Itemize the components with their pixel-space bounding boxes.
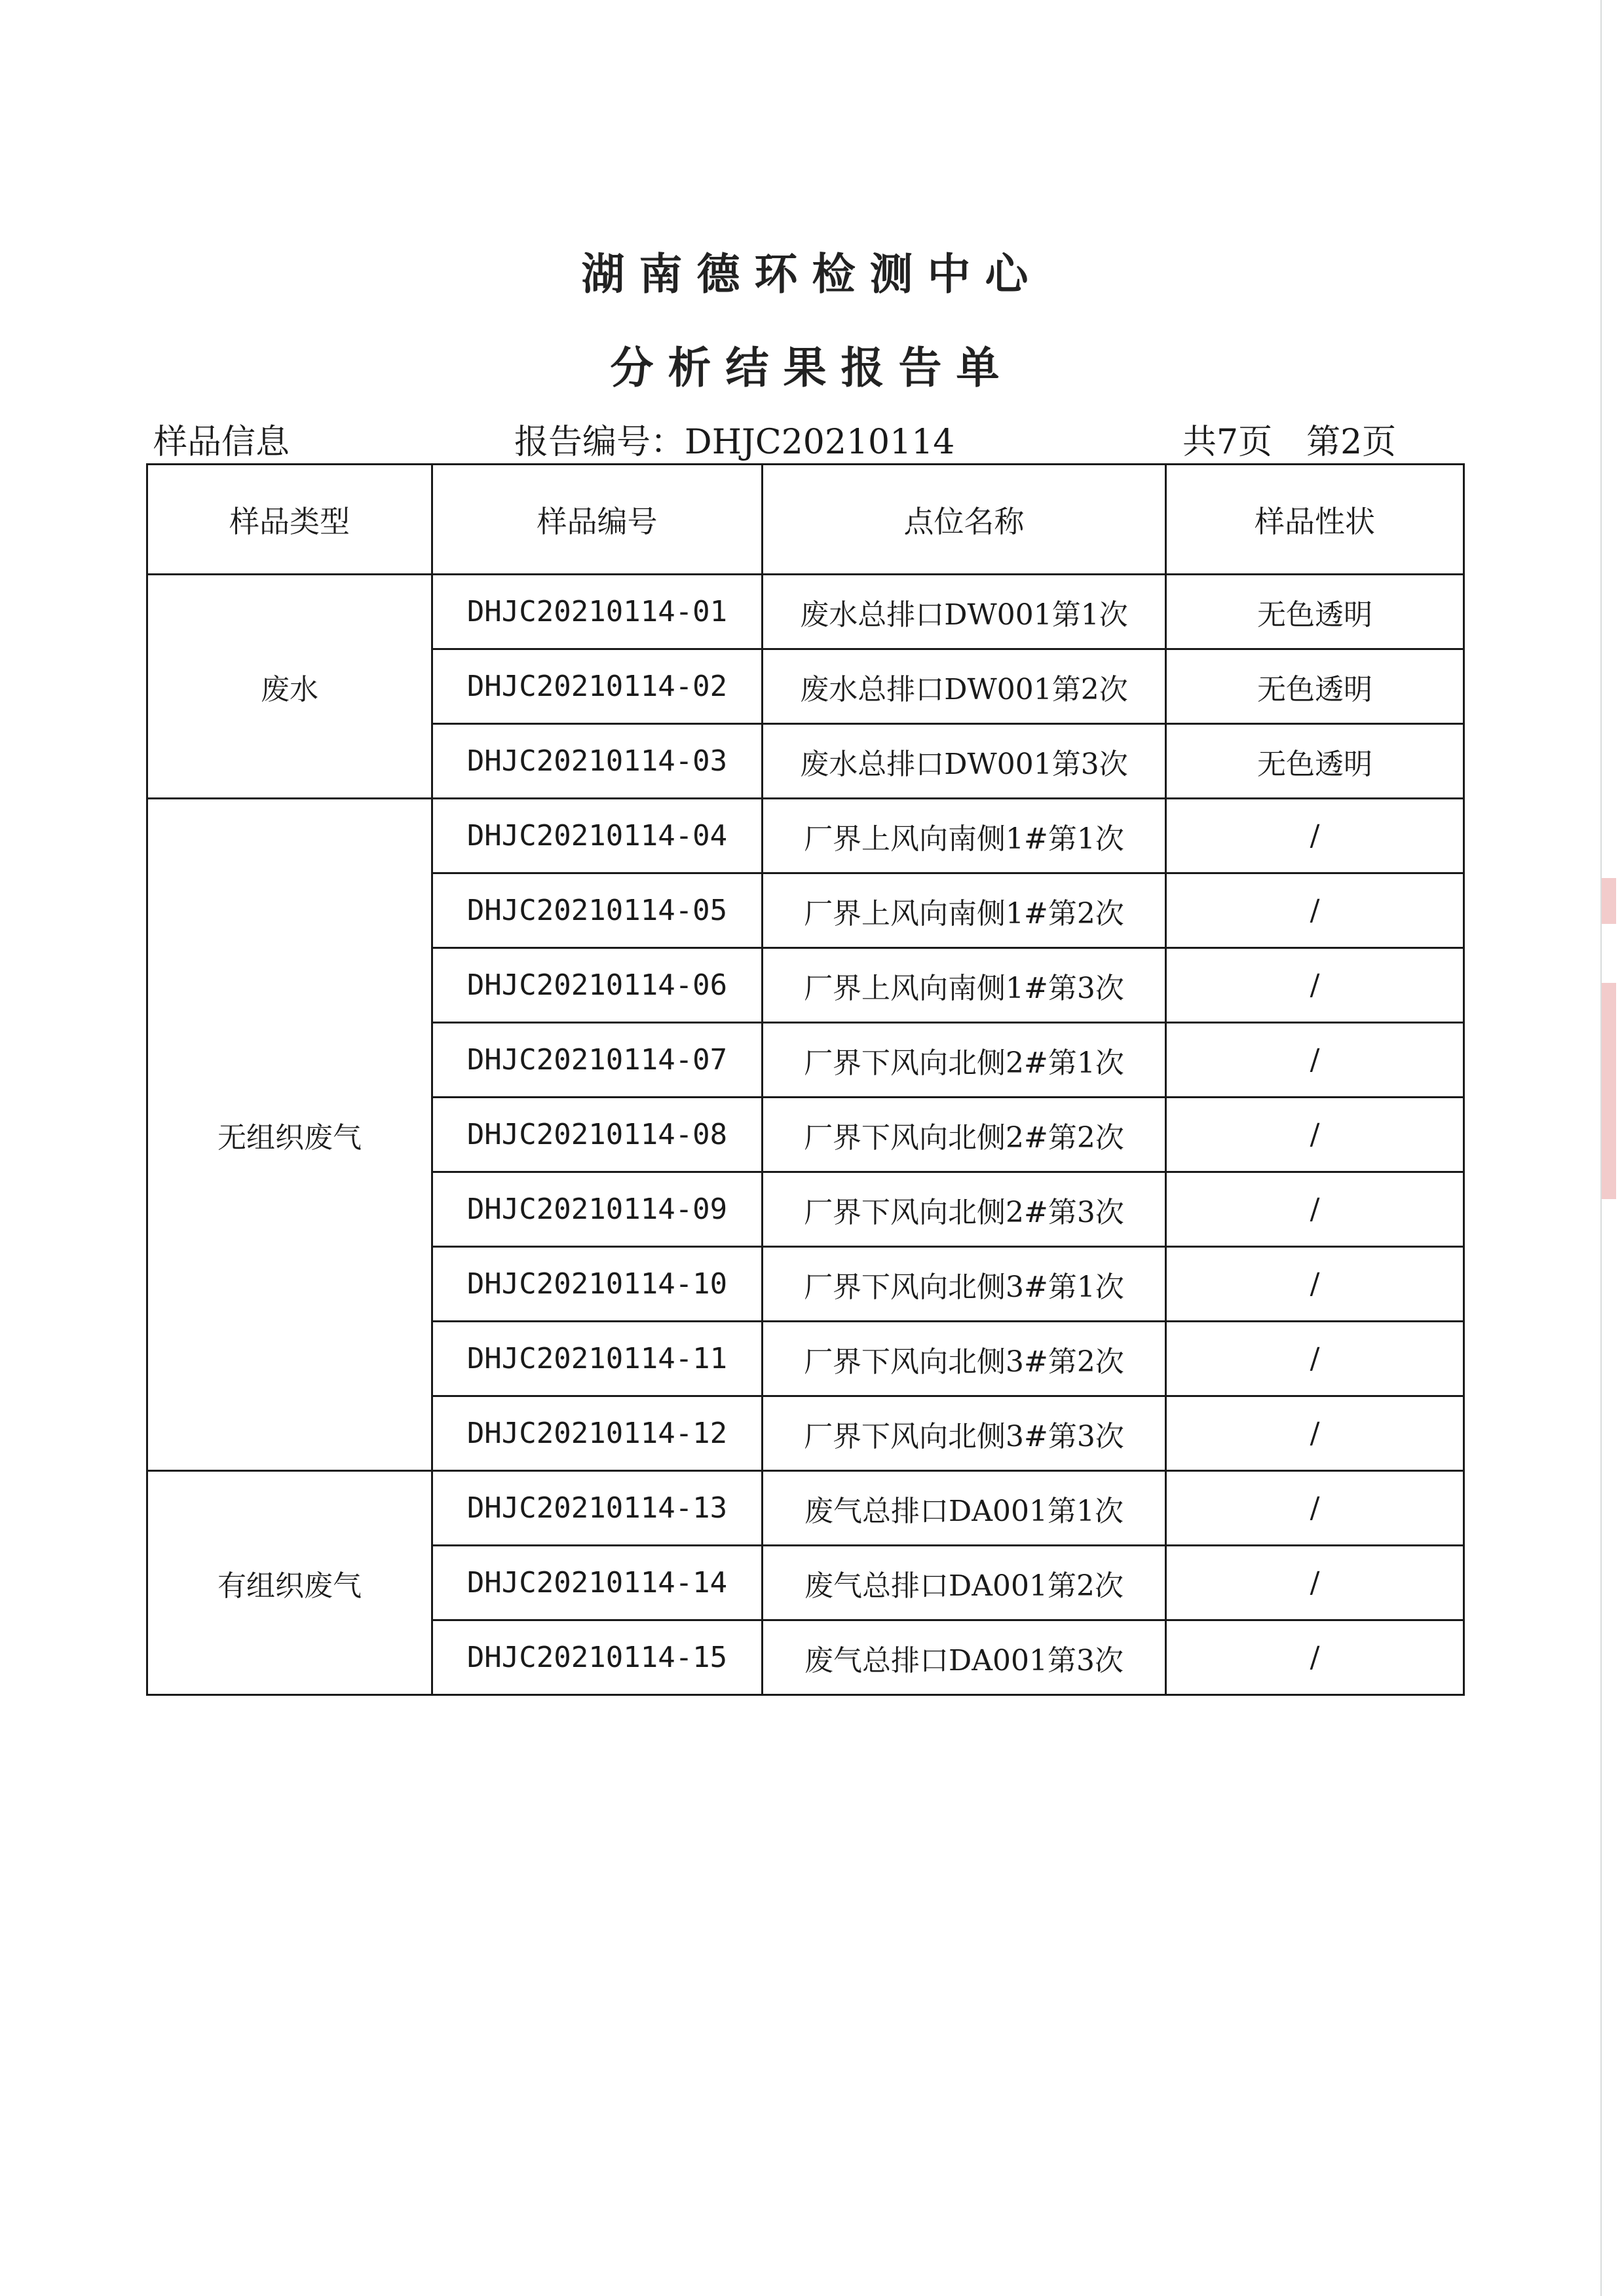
table-row: [147, 575, 1464, 649]
table-row: [147, 799, 1464, 873]
point-name-cell: 废气总排口DA001第1次: [763, 1471, 1166, 1546]
sample-id-cell: DHJC20210114-09: [432, 1172, 763, 1247]
page-info: 共7页 第2页: [1182, 423, 1397, 462]
sample-type-cell: 废水: [147, 575, 432, 799]
sample-id-cell: DHJC20210114-10: [432, 1247, 763, 1322]
point-name-cell: 厂界下风向北侧3#第3次: [763, 1396, 1166, 1471]
sample-trait-cell: /: [1166, 1023, 1464, 1098]
sample-id-cell: DHJC20210114-03: [432, 724, 763, 799]
sample-info-table: [146, 463, 1465, 1696]
sample-id-cell: DHJC20210114-07: [432, 1023, 763, 1098]
sample-trait-cell: 无色透明: [1166, 724, 1464, 799]
point-name-cell: 厂界下风向北侧2#第2次: [763, 1098, 1166, 1172]
point-name-cell: 厂界下风向北侧2#第1次: [763, 1023, 1166, 1098]
sample-trait-cell: /: [1166, 1396, 1464, 1471]
report-no-label: 报告编号：: [514, 423, 685, 462]
sample-id-cell: DHJC20210114-12: [432, 1396, 763, 1471]
sample-trait-cell: 无色透明: [1166, 575, 1464, 649]
doc-title: 分析结果报告单: [610, 342, 1014, 393]
point-name-cell: 废气总排口DA001第3次: [763, 1620, 1166, 1695]
report-no-value: DHJC20210114: [685, 423, 955, 462]
table-row: [147, 1471, 1464, 1546]
sample-id-cell: DHJC20210114-11: [432, 1322, 763, 1396]
sample-trait-cell: /: [1166, 1322, 1464, 1396]
point-name-cell: 废水总排口DW001第2次: [763, 649, 1166, 724]
column-header: 样品编号: [432, 465, 763, 575]
point-name-cell: 厂界下风向北侧3#第2次: [763, 1322, 1166, 1396]
sample-trait-cell: /: [1166, 948, 1464, 1023]
sample-trait-cell: /: [1166, 1620, 1464, 1695]
sample-trait-cell: 无色透明: [1166, 649, 1464, 724]
sample-trait-cell: /: [1166, 873, 1464, 948]
section-label: 样品信息: [153, 423, 290, 462]
point-name-cell: 厂界上风向南侧1#第2次: [763, 873, 1166, 948]
point-name-cell: 厂界下风向北侧3#第1次: [763, 1247, 1166, 1322]
sample-id-cell: DHJC20210114-04: [432, 799, 763, 873]
sample-trait-cell: /: [1166, 1546, 1464, 1620]
org-name: 湖南德环检测中心: [581, 248, 1043, 299]
point-name-cell: 废水总排口DW001第1次: [763, 575, 1166, 649]
point-name-cell: 厂界下风向北侧2#第3次: [763, 1172, 1166, 1247]
sample-id-cell: DHJC20210114-08: [432, 1098, 763, 1172]
sample-trait-cell: /: [1166, 1172, 1464, 1247]
point-name-cell: 废水总排口DW001第3次: [763, 724, 1166, 799]
sample-id-cell: DHJC20210114-06: [432, 948, 763, 1023]
point-name-cell: 厂界上风向南侧1#第1次: [763, 799, 1166, 873]
sample-trait-cell: /: [1166, 1471, 1464, 1546]
sample-trait-cell: /: [1166, 799, 1464, 873]
sample-type-cell: 无组织废气: [147, 799, 432, 1471]
seal-fragment: [1602, 983, 1616, 1199]
sample-type-cell: 有组织废气: [147, 1471, 432, 1695]
sample-id-cell: DHJC20210114-15: [432, 1620, 763, 1695]
table-body: [147, 575, 1464, 1695]
point-name-cell: 厂界上风向南侧1#第3次: [763, 948, 1166, 1023]
sample-trait-cell: /: [1166, 1098, 1464, 1172]
report-number: [514, 414, 954, 463]
sample-id-cell: DHJC20210114-02: [432, 649, 763, 724]
point-name-cell: 废气总排口DA001第2次: [763, 1546, 1166, 1620]
column-header: 样品性状: [1166, 465, 1464, 575]
column-header: 点位名称: [763, 465, 1166, 575]
sample-id-cell: DHJC20210114-05: [432, 873, 763, 948]
table-header-row: [147, 465, 1464, 575]
sample-id-cell: DHJC20210114-01: [432, 575, 763, 649]
sample-trait-cell: /: [1166, 1247, 1464, 1322]
column-header: 样品类型: [147, 465, 432, 575]
sample-id-cell: DHJC20210114-14: [432, 1546, 763, 1620]
sample-id-cell: DHJC20210114-13: [432, 1471, 763, 1546]
seal-fragment: [1602, 878, 1616, 924]
